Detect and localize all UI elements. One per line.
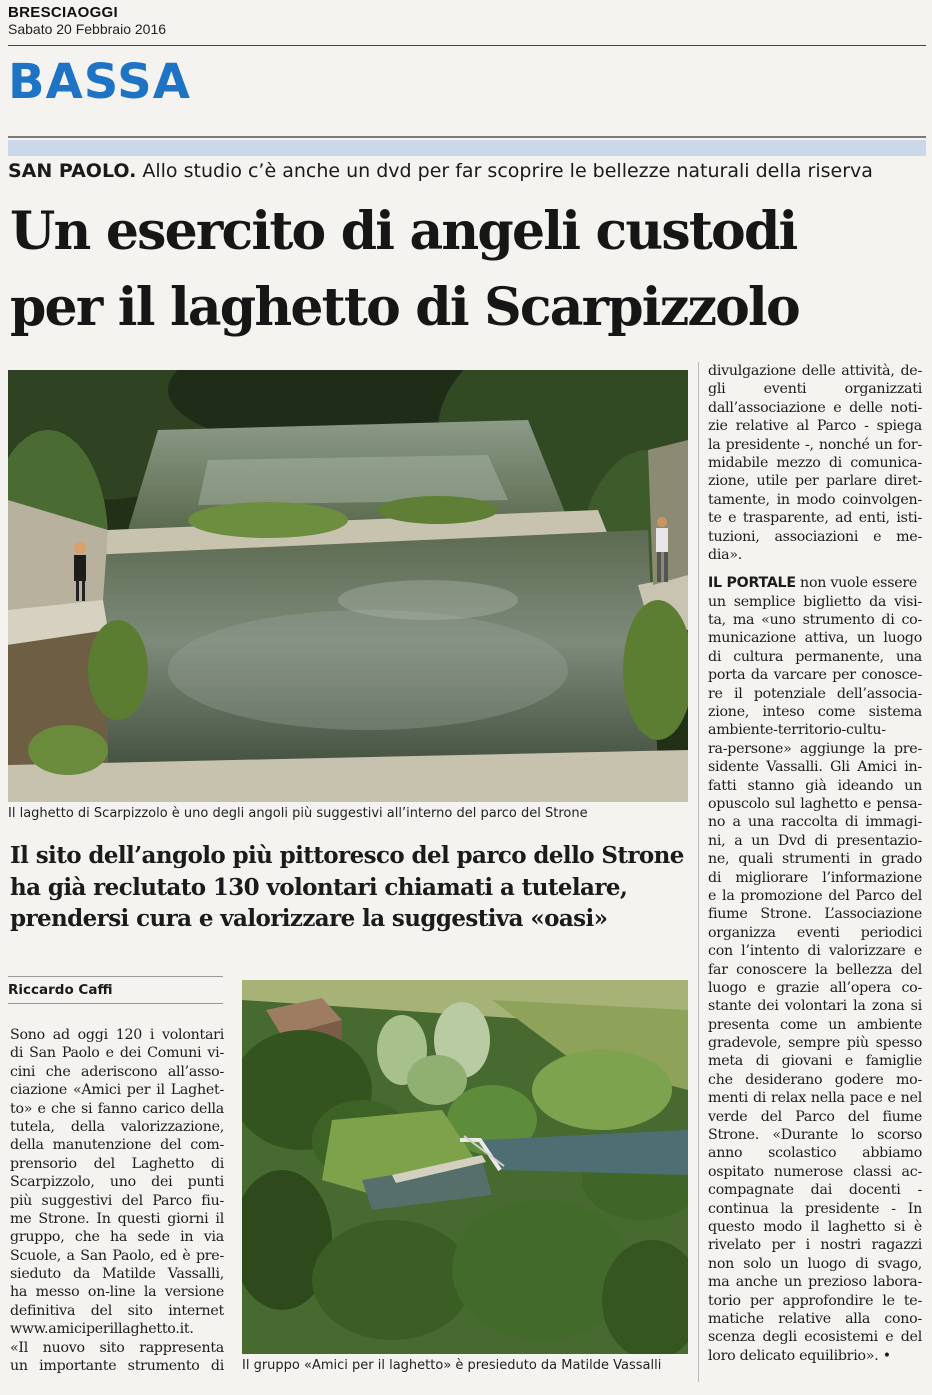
body-line: ma anche un prezioso labora- — [708, 1274, 922, 1291]
body-line: organizza eventi periodici — [708, 924, 922, 941]
paragraph-gap — [708, 564, 922, 574]
column-divider — [698, 362, 699, 1382]
section-rule — [8, 136, 926, 138]
body-line: me Strone. In questi giorni il — [10, 1210, 224, 1227]
body-line: rivelato per i nostri ragazzi — [708, 1237, 922, 1254]
body-line: municazione attiva, un luogo — [708, 630, 922, 647]
body-line: matiche relative alla cono- — [708, 1310, 922, 1327]
body-line: torio per approfondire le te- — [708, 1292, 922, 1309]
body-line: fatti stanno già ideando un — [708, 777, 922, 794]
body-line: luogo e grazie all’opera co- — [708, 979, 922, 996]
body-line: un importante strumento di — [10, 1358, 224, 1375]
body-line: dall’associazione e delle noti- — [708, 399, 922, 416]
headline-line: Un esercito di angeli custodi — [10, 201, 797, 262]
body-line: www.amiciperillaghetto.it. — [10, 1321, 194, 1338]
pond-photo-caption: Il laghetto di Scarpizzolo è uno degli angoli più suggestivi all’interno del parco del Strone — [8, 806, 588, 821]
body-line: di migliorare l’informazione — [708, 869, 922, 886]
body-line: re il potenziale dell’associa- — [708, 685, 922, 702]
body-line: scenza degli ecosistemi e del — [708, 1329, 922, 1346]
kicker-place: SAN PAOLO. — [8, 160, 137, 182]
article-subheadline — [10, 840, 700, 935]
body-line: tamente, in modo coinvolgen- — [708, 491, 922, 508]
body-line: che desiderano godere mo- — [708, 1071, 922, 1088]
body-line: compagnate dai docenti - — [708, 1182, 922, 1199]
body-line: ni, a un Dvd di presentazio- — [708, 832, 922, 849]
body-line: dia». — [708, 546, 743, 563]
pond-photo — [8, 370, 688, 802]
body-line: divulgazione delle attività, de- — [708, 363, 922, 379]
section-title: BASSA — [8, 54, 191, 110]
body-line: far conoscere la bellezza del — [708, 961, 922, 978]
subhead-line: prendersi cura e valorizzare la suggestiva «oasi» — [10, 905, 608, 932]
aerial-photo — [242, 980, 688, 1354]
author-byline: Riccardo Caffi — [8, 982, 113, 998]
body-line: te e trasparente, ad enti, isti- — [708, 510, 922, 527]
body-column-left — [10, 1026, 224, 1375]
body-line: zie relative al Parco - spiega — [708, 418, 922, 435]
body-line: midabile mezzo di comunica- — [708, 454, 922, 471]
body-line: ospitato numerose classi ac- — [708, 1163, 922, 1180]
body-line: di San Paolo e dei Comuni vi- — [10, 1045, 224, 1062]
body-line: Sono ad oggi 120 i volontari — [10, 1027, 224, 1043]
body-line: loro delicato equilibrio». • — [708, 1347, 891, 1364]
body-line: Scarpizzolo, uno dei punti — [10, 1174, 224, 1191]
byline-rule — [8, 976, 223, 977]
body-line: verde del Parco del fiume — [708, 1108, 922, 1125]
body-line: con l’intento di valorizzare e — [708, 943, 922, 960]
body-line: anno scolastico abbiamo — [708, 1145, 922, 1162]
body-column-right — [708, 362, 922, 1365]
body-line — [708, 574, 922, 592]
body-line: to» e che si fanno carico della — [10, 1100, 224, 1117]
article-headline — [10, 194, 910, 346]
body-line: la presidente -, nonché un for- — [708, 436, 922, 453]
article-kicker — [8, 160, 926, 182]
subhead-line: ha già reclutato 130 volontari chiamati a tutelare, — [10, 873, 628, 901]
publication-date: Sabato 20 Febbraio 2016 — [8, 21, 167, 37]
subhead-line: Il sito dell’angolo più pittoresco del parco dello Strone — [10, 842, 684, 869]
body-line: fiume Strone. L’associazione — [708, 906, 922, 923]
body-line: della manutenzione del com- — [10, 1137, 224, 1154]
body-line: ha messo on-line la versione — [10, 1284, 224, 1301]
body-line-text: non vuole essere — [795, 575, 918, 592]
body-line: Scuole, a San Paolo, ed è pre- — [10, 1247, 224, 1264]
body-line: ra-persone» aggiunge la pre- — [708, 740, 922, 757]
pond-photo-illustration — [8, 370, 688, 802]
body-line: più suggestivi del Parco fiu- — [10, 1192, 224, 1209]
paragraph-lead: IL PORTALE — [708, 575, 796, 592]
kicker-text: Allo studio c’è anche un dvd per far scoprire le bellezze naturali della riserva — [142, 160, 873, 182]
body-line: continua la presidente - In — [708, 1200, 922, 1217]
body-line: porta da varcare per conosce- — [708, 667, 922, 684]
body-line: questo modo il laghetto si è — [708, 1218, 922, 1235]
body-line: zione, utile per parlare diret- — [708, 473, 922, 490]
body-line: meta di giovani e famiglie — [708, 1053, 922, 1070]
aerial-photo-caption: Il gruppo «Amici per il laghetto» è presieduto da Matilde Vassalli — [242, 1358, 662, 1373]
header-rule — [8, 45, 926, 46]
body-line: definitiva del sito internet — [10, 1302, 224, 1319]
body-line: tutela, della valorizzazione, — [10, 1118, 224, 1135]
body-line: cini che aderiscono all’asso- — [10, 1063, 224, 1080]
body-line: gruppo, che ha sede in via — [10, 1229, 224, 1246]
body-line: non solo un luogo di svago, — [708, 1255, 922, 1272]
body-line: gradevole, sempre più spesso — [708, 1035, 922, 1052]
body-line: prensorio del Laghetto di — [10, 1155, 224, 1172]
byline-rule — [8, 1003, 223, 1004]
aerial-photo-illustration — [242, 980, 688, 1354]
body-line: presenta come un ambiente — [708, 1016, 922, 1033]
body-line: sieduto da Matilde Vassalli, — [10, 1266, 224, 1283]
body-line: un semplice biglietto da visi- — [708, 593, 922, 610]
body-line: ta, ma «uno strumento di co- — [708, 612, 922, 629]
body-line: ne, quali strumenti in grado — [708, 851, 922, 868]
body-line: e la promozione del Parco del — [708, 887, 922, 904]
body-line: gli eventi organizzati — [708, 381, 922, 398]
body-line: zione, inteso come sistema — [708, 704, 922, 721]
body-line: menti di relax nella pace e nel — [708, 1090, 922, 1107]
body-line: tuzioni, associazioni e me- — [708, 528, 922, 545]
publication-name: BRESCIAOGGI — [8, 4, 118, 21]
body-line: opuscolo sul laghetto e pensa- — [708, 795, 922, 812]
body-line: di cultura permanente, una — [708, 648, 922, 665]
body-line: no a una raccolta di immagi- — [708, 814, 922, 831]
body-line: stante dei volontari la zona si — [708, 998, 922, 1015]
section-band — [8, 140, 926, 156]
body-line: «Il nuovo sito rappresenta — [10, 1339, 224, 1356]
body-line: ciazione «Amici per il Laghet- — [10, 1082, 224, 1099]
body-line: ambiente-territorio-cultu- — [708, 722, 886, 739]
headline-line: per il laghetto di Scarpizzolo — [10, 277, 799, 338]
body-line: sidente Vassalli. Gli Amici in- — [708, 759, 922, 776]
body-line: Strone. «Durante lo scorso — [708, 1127, 922, 1144]
